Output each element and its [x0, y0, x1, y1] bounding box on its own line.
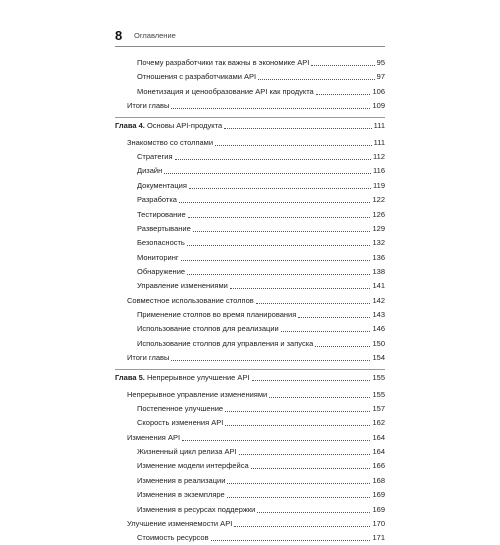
toc-entry-title [127, 390, 268, 400]
toc-entry-title [137, 490, 226, 500]
toc-entry-title [137, 195, 178, 205]
dot-leader [281, 325, 371, 332]
toc-entry-line [137, 253, 385, 263]
toc-entry-title [127, 353, 170, 363]
toc-entry[interactable] [115, 70, 385, 84]
toc-entry-title [137, 310, 297, 320]
toc-title-text: Разработка [137, 195, 177, 205]
toc-entry-title [137, 238, 186, 248]
toc-chapter-entry[interactable] [115, 371, 385, 385]
running-title: Оглавление [134, 31, 176, 40]
toc-entry[interactable] [115, 308, 385, 322]
toc-page-number: 122 [372, 195, 385, 205]
toc-entry-line [137, 490, 385, 500]
toc-page-number: 164 [372, 447, 385, 457]
toc-title-text: Знакомство со столпами [127, 137, 214, 147]
dot-leader [189, 182, 371, 189]
toc-entry[interactable] [115, 503, 385, 517]
dot-leader [171, 102, 370, 109]
toc-entry-title [137, 58, 310, 68]
toc-entry[interactable] [115, 56, 385, 70]
dot-leader [298, 311, 370, 318]
toc-title-text: Основы API-продукта [146, 121, 223, 131]
toc-entry[interactable] [115, 85, 385, 99]
toc-entry-line [127, 519, 385, 529]
toc-entry[interactable] [115, 431, 385, 445]
toc-entry-line [115, 121, 385, 131]
dot-leader [171, 354, 370, 361]
toc-title-text: Изменения в реализации [137, 475, 226, 485]
toc-entry[interactable] [115, 236, 385, 250]
toc-page-number: 111 [373, 121, 385, 131]
toc-entry-line [137, 533, 385, 543]
toc-title-text: Непрерывное улучшение API [146, 373, 250, 383]
dot-leader [258, 73, 375, 80]
toc-entry-line [137, 310, 385, 320]
toc-page-number: 116 [373, 166, 385, 176]
toc-entry-line [127, 353, 385, 363]
dot-leader [211, 534, 371, 541]
toc-title-text: Документация [137, 180, 187, 190]
toc-title-text: Итоги главы [127, 353, 170, 362]
toc-entry-line [137, 72, 385, 82]
dot-leader [251, 462, 371, 469]
toc-entry-title [115, 121, 223, 131]
toc-title-text: Тестирование [137, 209, 186, 219]
dot-leader [269, 391, 370, 398]
toc-page-number: 129 [372, 223, 385, 233]
dot-leader [187, 268, 370, 275]
toc-title-text: Безопасность [137, 238, 185, 248]
toc-entry-title [137, 181, 188, 191]
toc-entry-line [127, 296, 385, 306]
toc-page-number: 132 [372, 238, 385, 248]
toc-entry-title [137, 281, 229, 291]
dot-leader [256, 297, 371, 304]
toc-entry-line [137, 195, 385, 205]
toc-entry[interactable] [115, 445, 385, 459]
toc-entry[interactable] [115, 208, 385, 222]
toc-title-text: Управление изменениями [137, 281, 228, 291]
dot-leader [257, 506, 370, 513]
toc-entry-title [127, 138, 214, 148]
toc-entry-line [137, 87, 385, 97]
toc-page-number: 166 [372, 461, 385, 471]
toc-title-text: Мониторинг [137, 252, 179, 262]
toc-page-number: 106 [372, 86, 385, 96]
toc-entry-title [137, 447, 238, 457]
toc-title-text: Улучшение изменяемости API [127, 518, 233, 528]
toc-entry-line [127, 101, 385, 111]
toc-entry-line [137, 238, 385, 248]
toc-title-text: Совместное использование столпов [127, 295, 254, 305]
toc-entry-line [137, 58, 385, 68]
chapter-number: Глава 4. [115, 121, 145, 131]
toc-title-text: Итоги главы [127, 101, 170, 111]
toc-entry[interactable] [115, 279, 385, 293]
toc-page-number: 119 [373, 180, 385, 190]
toc-title-text: Развертывание [137, 223, 191, 233]
toc-title-text: Использование столпов для реализации [137, 324, 279, 334]
toc-entry-line [137, 224, 385, 234]
toc-title-text: Почему разработчики так важны в экономике API [137, 58, 310, 67]
toc-entry[interactable] [115, 164, 385, 178]
toc-entry-line [127, 138, 385, 148]
toc-entry[interactable] [115, 179, 385, 193]
toc-page-number: 95 [376, 58, 385, 67]
toc-entry[interactable] [115, 150, 385, 164]
toc-page-number: 162 [372, 418, 385, 428]
dot-leader [224, 122, 371, 129]
toc-entry[interactable] [115, 322, 385, 336]
toc-entry[interactable] [115, 351, 385, 365]
toc-entry-title [115, 373, 251, 383]
toc-entry[interactable] [115, 265, 385, 279]
chapter-number: Глава 5. [115, 373, 145, 383]
toc-entry-title [137, 533, 210, 543]
toc-title-text: Изменение модели интерфейса [137, 461, 249, 471]
toc-title-text: Стоимость ресурсов [137, 533, 209, 543]
toc-title-text: Изменения в ресурсах поддержки [137, 504, 256, 514]
toc-entry-title [137, 461, 250, 471]
toc-title-text: Использование столпов для управления и запуска [137, 338, 314, 348]
toc-entry-line [137, 324, 385, 334]
toc-entry[interactable] [115, 488, 385, 502]
toc-page-number: 171 [372, 533, 385, 543]
toc-chapter-entry[interactable] [115, 119, 385, 133]
toc-entry-line [137, 505, 385, 515]
toc-entry-title [127, 433, 181, 443]
toc-page-number: 126 [372, 209, 385, 219]
toc-entry-title [137, 152, 174, 162]
toc-page-number: 138 [372, 266, 385, 276]
toc-title-text: Постепенное улучшение [137, 404, 224, 414]
toc-entry-title [137, 166, 163, 176]
toc-page-number: 150 [372, 338, 385, 348]
page-header [115, 28, 385, 47]
toc-entry[interactable] [115, 136, 385, 150]
toc-entry-title [137, 418, 224, 428]
toc-title-text: Стратегия [137, 152, 173, 162]
toc-title-text: Обнаружение [137, 266, 186, 276]
toc-entry-line [127, 433, 385, 443]
toc-title-text: Скорость изменения API [137, 418, 224, 428]
dot-leader [239, 448, 371, 455]
toc-page-number: 143 [372, 309, 385, 319]
toc-entry[interactable] [115, 337, 385, 351]
toc-entry-line [115, 373, 385, 383]
dot-leader [227, 491, 371, 498]
dot-leader [225, 405, 370, 412]
toc-entry-line [137, 181, 385, 191]
toc-entry[interactable] [115, 416, 385, 430]
dot-leader [234, 520, 370, 527]
toc-entry-title [137, 267, 186, 277]
toc-entry[interactable] [115, 222, 385, 236]
chapter-divider [115, 369, 385, 370]
dot-leader [316, 88, 371, 95]
toc-page-number: 111 [373, 137, 385, 147]
toc-page-number: 136 [372, 252, 385, 262]
toc-entry[interactable] [115, 459, 385, 473]
dot-leader [188, 211, 371, 218]
dot-leader [230, 282, 371, 289]
toc-page-number: 155 [372, 389, 385, 399]
toc-title-text: Монетизация и ценообразование API как продукта [137, 86, 314, 96]
toc-entry[interactable] [115, 99, 385, 113]
dot-leader [215, 139, 372, 146]
toc-page-number: 112 [373, 152, 385, 162]
dot-leader [181, 254, 371, 261]
toc-page-number: 170 [372, 518, 385, 528]
toc-entry-line [137, 447, 385, 457]
toc-title-text: Применение столпов во время планирования [137, 309, 297, 319]
toc-entry[interactable] [115, 531, 385, 545]
toc-page-number: 169 [372, 504, 385, 514]
toc-entry-line [137, 267, 385, 277]
toc-page-number: 97 [376, 72, 385, 82]
toc-entry-title [137, 404, 224, 414]
chapter-divider [115, 117, 385, 118]
toc-page-number: 142 [372, 295, 385, 305]
toc-title-text: Дизайн [137, 166, 163, 176]
toc-entry[interactable] [115, 388, 385, 402]
toc-entry[interactable] [115, 193, 385, 207]
toc-page-number: 154 [372, 353, 385, 362]
toc-entry-title [137, 505, 256, 515]
dot-leader [164, 167, 371, 174]
dot-leader [252, 374, 371, 381]
toc-entry-title [127, 296, 255, 306]
toc-entry[interactable] [115, 517, 385, 531]
toc-page-number: 146 [372, 324, 385, 334]
toc-entry[interactable] [115, 402, 385, 416]
toc-title-text: Жизненный цикл релиза API [137, 447, 237, 457]
toc-entry-line [137, 166, 385, 176]
toc-title-text: Изменения API [127, 432, 181, 442]
toc-page-number: 169 [372, 490, 385, 500]
dot-leader [193, 225, 371, 232]
toc-page-number: 164 [372, 432, 385, 442]
toc-entry-title [137, 210, 187, 220]
toc-entry-line [137, 210, 385, 220]
dot-leader [315, 340, 370, 347]
toc-title-text: Отношения с разработчиками API [137, 72, 257, 82]
toc-entry-line [137, 281, 385, 291]
toc-page-number: 141 [372, 281, 385, 291]
toc-entry[interactable] [115, 251, 385, 265]
dot-leader [227, 477, 370, 484]
dot-leader [175, 153, 371, 160]
dot-leader [225, 419, 370, 426]
toc-entry-title [137, 253, 180, 263]
dot-leader [182, 434, 370, 441]
dot-leader [179, 196, 371, 203]
toc-entry-title [127, 101, 170, 111]
toc-title-text: Изменения в экземпляре [137, 490, 225, 500]
toc-entry[interactable] [115, 294, 385, 308]
toc-entry-title [137, 224, 192, 234]
toc-entry-line [137, 152, 385, 162]
toc-entry-title [137, 324, 280, 334]
toc-page-number: 168 [372, 475, 385, 485]
toc-entry[interactable] [115, 474, 385, 488]
toc-entry-line [137, 461, 385, 471]
toc-page-number: 155 [372, 373, 385, 383]
toc-entry-line [137, 339, 385, 349]
dot-leader [187, 239, 371, 246]
toc-entry-line [137, 404, 385, 414]
page-number: 8 [115, 28, 123, 43]
toc-entry-title [137, 87, 315, 97]
toc-title-text: Непрерывное управление изменениями [127, 389, 268, 399]
toc-entry-title [137, 476, 226, 486]
toc-page-number: 109 [372, 101, 385, 111]
toc-entry-title [127, 519, 233, 529]
toc-entry-line [127, 390, 385, 400]
toc-page-number: 157 [372, 404, 385, 414]
toc-entry-line [137, 418, 385, 428]
toc-entry-title [137, 339, 314, 349]
toc-entry-title [137, 72, 257, 82]
dot-leader [311, 59, 374, 66]
toc-entry-line [137, 476, 385, 486]
